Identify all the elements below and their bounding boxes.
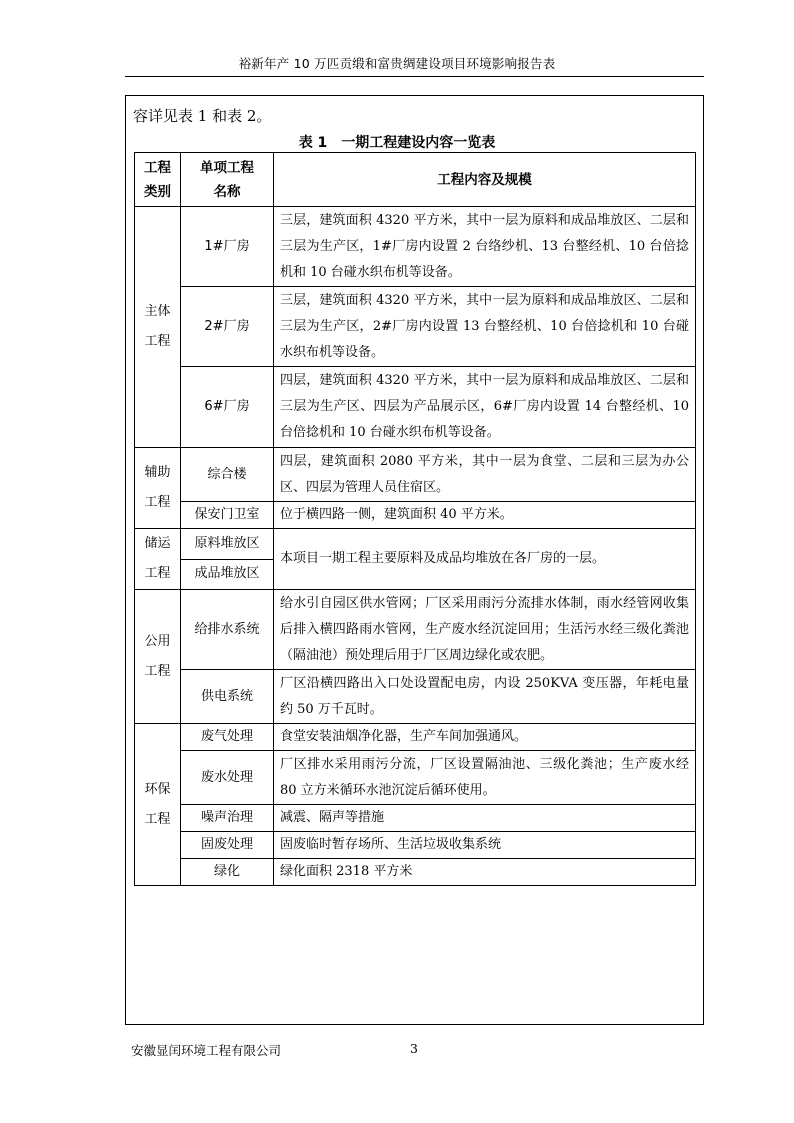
table-row [135, 724, 696, 751]
table-row [135, 502, 696, 529]
table-row [135, 751, 696, 805]
table-row [135, 207, 696, 287]
category-cell: 辅助工程 [135, 448, 181, 529]
table-caption-label: 表 1 [298, 135, 328, 151]
item-name-cell: 给排水系统 [181, 590, 274, 670]
item-content-cell: 位于横四路一侧，建筑面积 40 平方米。 [274, 502, 696, 529]
item-name-cell: 1#厂房 [181, 207, 274, 287]
item-content-cell: 厂区沿横四路出入口处设置配电房，内设 250KVA 变压器，年耗电量约 50 万千瓦时。 [274, 670, 696, 724]
project-content-table [134, 152, 696, 886]
item-name-cell: 保安门卫室 [181, 502, 274, 529]
table-row [135, 805, 696, 832]
item-content-cell: 三层，建筑面积 4320 平方米，其中一层为原料和成品堆放区、二层和三层为生产区，2#厂房内设置 13 台整经机、10 台倍捻机和 10 台碰水织布机等设备。 [274, 287, 696, 367]
item-content-cell: 本项目一期工程主要原料及成品均堆放在各厂房的一层。 [274, 529, 696, 590]
item-name-cell: 废气处理 [181, 724, 274, 751]
header-item-name: 单项工程名称 [181, 153, 274, 207]
header-category: 工程类别 [135, 153, 181, 207]
table-row [135, 287, 696, 367]
table-row [135, 448, 696, 502]
item-content-cell: 绿化面积 2318 平方米 [274, 859, 696, 886]
running-header: 裕新年产 10 万匹贡缎和富贵绸建设项目环境影响报告表 [238, 56, 556, 71]
intro-text: 容详见表 1 和表 2。 [133, 107, 272, 125]
item-name-cell: 成品堆放区 [181, 559, 274, 590]
table-caption [0, 132, 794, 152]
category-cell: 主体工程 [135, 207, 181, 448]
item-content-cell: 固废临时暂存场所、生活垃圾收集系统 [274, 832, 696, 859]
item-name-cell: 2#厂房 [181, 287, 274, 367]
table-row [135, 367, 696, 448]
table-row [135, 859, 696, 886]
table-row [135, 590, 696, 670]
item-name-cell: 废水处理 [181, 751, 274, 805]
category-cell: 环保工程 [135, 724, 181, 886]
item-name-cell: 6#厂房 [181, 367, 274, 448]
table-row [135, 670, 696, 724]
item-content-cell: 食堂安装油烟净化器，生产车间加强通风。 [274, 724, 696, 751]
category-cell: 公用工程 [135, 590, 181, 724]
table-header-row [135, 153, 696, 207]
item-name-cell: 噪声治理 [181, 805, 274, 832]
header-rule [125, 76, 704, 77]
item-content-cell: 给水引自园区供水管网；厂区采用雨污分流排水体制，雨水经管网收集后排入横四路雨水管网，生产废水经沉淀回用；生活污水经三级化粪池（隔油池）预处理后用于厂区周边绿化或农肥。 [274, 590, 696, 670]
table-row [135, 529, 696, 560]
table-caption-title: 一期工程建设内容一览表 [341, 135, 496, 151]
page-number: 3 [410, 1041, 418, 1056]
item-name-cell: 供电系统 [181, 670, 274, 724]
category-cell: 储运工程 [135, 529, 181, 590]
footer-company: 安徽显闰环境工程有限公司 [131, 1043, 282, 1058]
table-row [135, 832, 696, 859]
item-content-cell: 四层，建筑面积 4320 平方米，其中一层为原料和成品堆放区、二层和三层为生产区、四层为产品展示区，6#厂房内设置 14 台整经机、10 台倍捻机和 10 台碰水织布机等设备。 [274, 367, 696, 448]
item-content-cell: 三层，建筑面积 4320 平方米，其中一层为原料和成品堆放区、二层和三层为生产区，1#厂房内设置 2 台络纱机、13 台整经机、10 台倍捻机和 10 台碰水织布机等设备。 [274, 207, 696, 287]
item-name-cell: 原料堆放区 [181, 529, 274, 560]
item-content-cell: 减震、隔声等措施 [274, 805, 696, 832]
item-content-cell: 厂区排水采用雨污分流，厂区设置隔油池、三级化粪池；生产废水经 80 立方米循环水池沉淀后循环使用。 [274, 751, 696, 805]
header-content: 工程内容及规模 [274, 153, 696, 207]
item-content-cell: 四层，建筑面积 2080 平方米，其中一层为食堂、二层和三层为办公区、四层为管理人员住宿区。 [274, 448, 696, 502]
item-name-cell: 固废处理 [181, 832, 274, 859]
item-name-cell: 绿化 [181, 859, 274, 886]
item-name-cell: 综合楼 [181, 448, 274, 502]
